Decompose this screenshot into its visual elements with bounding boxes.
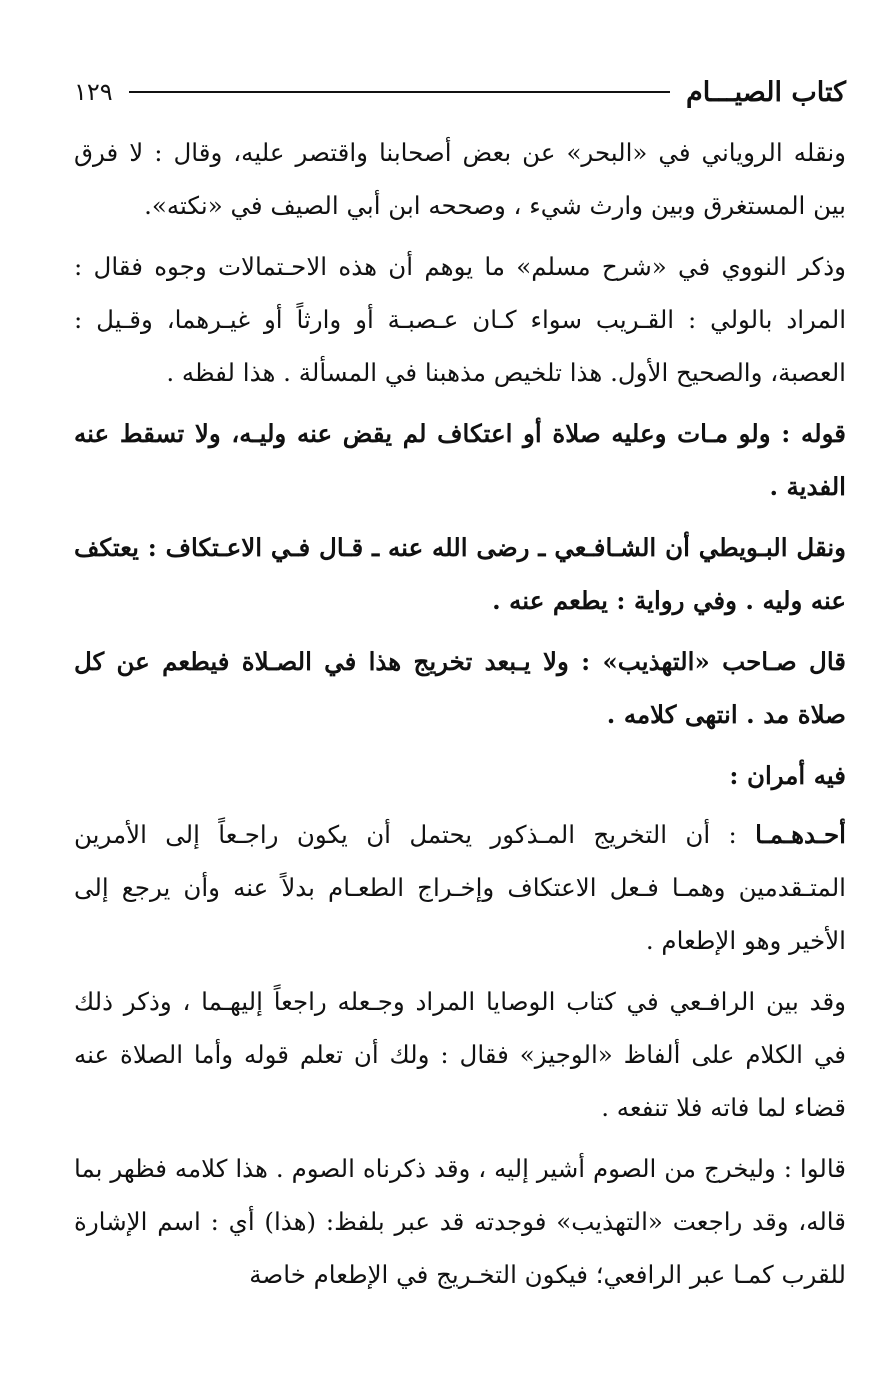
paragraph-first-matter	[74, 808, 846, 967]
header-rule	[129, 91, 670, 93]
paragraph-rafii	[74, 975, 846, 1134]
running-header	[74, 70, 846, 114]
paragraph-text: ونقل البـويطي أن الشـافـعي ـ رضى الله عنه ـ قـال فـي الاعـتكاف : يعتكف عنه وليه . وفي رواية : يطعم عنه .	[74, 533, 846, 615]
chapter-title: كتاب الصيـــام	[685, 76, 846, 108]
paragraph-text: وذكر النووي في «شرح مسلم» ما يوهم أن هذه الاحـتمالات وجوه فقال : المراد بالولي : القـريب سواء كـان عـصبـة أو وارثاً أو غيـرهما، وقـيل : العصبة، والصحيح الأول. هذا تلخيص مذهبنا في المسألة . هذا لفظه .	[74, 252, 846, 387]
section-heading	[74, 749, 846, 802]
book-page	[74, 70, 846, 1309]
paragraph-text: ونقله الروياني في «البحر» عن بعض أصحابنا واقتصر عليه، وقال : لا فرق بين المستغرق وبين وارث شيء ، وصححه ابن أبي الصيف في «نكته».	[74, 138, 846, 220]
page-number: ١٢٩	[74, 78, 113, 106]
paragraph-text: قال صـاحب «التهذيب» : ولا يـبعد تخريج هذا في الصـلاة فيطعم عن كل صلاة مد . انتهى كلامه .	[74, 647, 846, 729]
paragraph-text: : أن التخريج المـذكور يحتمل أن يكون راجـعاً إلى الأمرين المتـقدمين وهمـا فـعل الاعتكاف وإخـراج الطعـام بدلاً عنه وأن يرجع إلى الأخير وهو الإطعام .	[74, 820, 846, 955]
paragraph-qalu	[74, 1142, 846, 1301]
paragraph-quoted-text	[74, 407, 846, 513]
heading-text: فيه أمران :	[729, 761, 846, 790]
paragraph-buwayti	[74, 521, 846, 627]
paragraph-nawawi	[74, 240, 846, 399]
paragraph-text: قوله : ولو مـات وعليه صلاة أو اعتكاف لم يقض عنه وليـه، ولا تسقط عنه الفدية .	[74, 419, 846, 501]
paragraph-text: قالوا : وليخرج من الصوم أشير إليه ، وقد ذكرناه الصوم . هذا كلامه فظهر بما قاله، وقد راجعت «التهذيب» فوجدته قد عبر بلفظ: (هذا) أي : اسم الإشارة للقرب كمـا عبر الرافعي؛ فيكون التخـريج في الإطعام خاصة	[74, 1154, 846, 1289]
paragraph-text: وقد بين الرافـعي في كتاب الوصايا المراد وجـعله راجعاً إليهـما ، وذكر ذلك في الكلام على ألفاظ «الوجيز» فقال : ولك أن تعلم قوله وأما الصلاة عنه قضاء لما فاته فلا تنفعه .	[74, 987, 846, 1122]
paragraph-lead: أحـدهـمـا	[755, 820, 846, 849]
paragraph-ruyani	[74, 126, 846, 232]
paragraph-tahdhib	[74, 635, 846, 741]
